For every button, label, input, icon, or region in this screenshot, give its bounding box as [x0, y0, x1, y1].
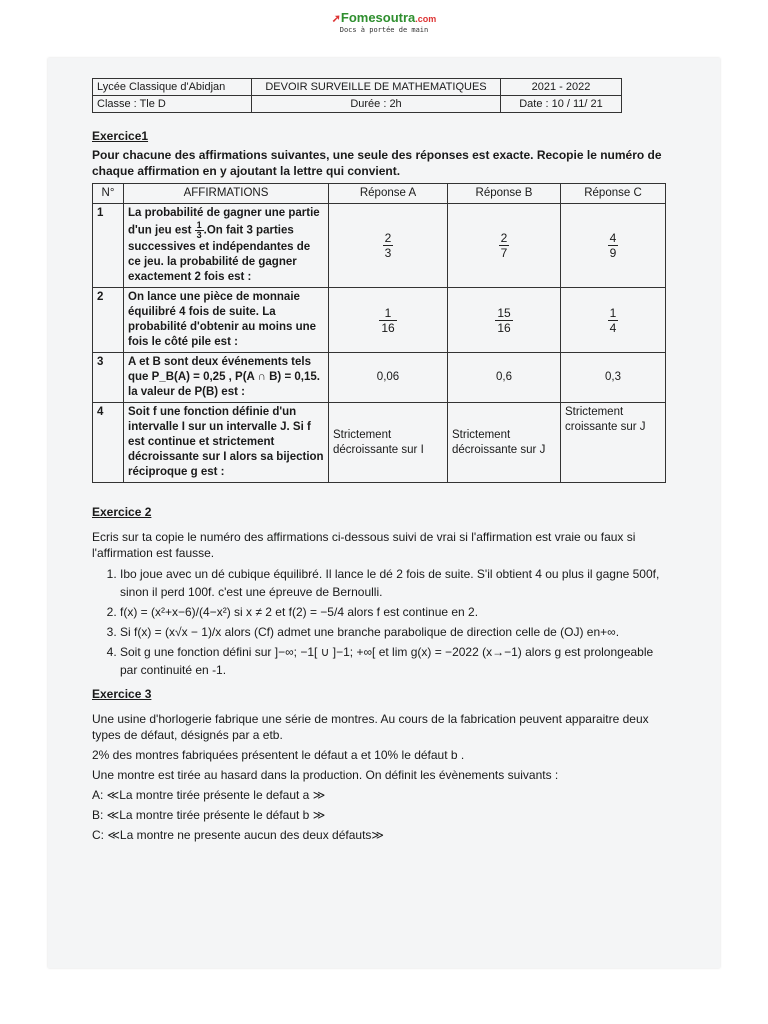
answer-c: 0,3: [561, 353, 666, 403]
exercise1-intro: Pour chacune des affirmations suivantes, une seule des réponses est exacte. Recopie le numéro de chaque affirmation en y ajoutant la lettre qui convient.: [92, 148, 662, 178]
numerator: 2: [500, 231, 508, 245]
list-item: 3. Si f(x) = (x√x − 1)/x alors (Cf) admet une branche parabolique de direction celle de (OJ) en+∞.: [120, 623, 672, 641]
numerator: 1: [609, 305, 617, 320]
answer-b: Strictement décroissante sur J: [448, 403, 561, 483]
answer-b: 0,6: [448, 353, 561, 403]
exercise1-title: Exercice1: [92, 129, 149, 143]
answer-c: [561, 288, 666, 353]
answer-a: 0,06: [329, 353, 448, 403]
table-row: [93, 403, 666, 483]
affirmation-text-part: .On fait 3 parties successives et indépendantes de ce jeu. la probabilité de gagner exactement 2 fois est :: [128, 224, 311, 283]
col-answer-c: Réponse C: [561, 184, 666, 204]
event-c: C: ≪La montre ne presente aucun des deux défauts≫: [92, 828, 384, 842]
affirmation-text: A et B sont deux événements tels que P_B(A) = 0,25 , P(A ∩ B) = 0,15. la valeur de P(B) est :: [124, 353, 329, 403]
numerator: 1: [196, 220, 202, 230]
col-affirmations: AFFIRMATIONS: [124, 184, 329, 204]
logo-tld: .com: [415, 14, 437, 24]
denominator: 16: [381, 320, 395, 335]
list-item: 2. f(x) = (x²+x−6)/(4−x²) si x ≠ 2 et f(2) = −5/4 alors f est continue en 2.: [120, 603, 672, 621]
denominator: 3: [384, 246, 392, 260]
exercise2-list: [92, 565, 672, 679]
table-row: [93, 353, 666, 403]
event-b: B: ≪La montre tirée présente le défaut b ≫: [92, 808, 326, 822]
exercise2-title: Exercice 2: [92, 505, 152, 519]
header-table: [92, 78, 622, 113]
table-row: [93, 288, 666, 353]
exercise3-p1: Une usine d'horlogerie fabrique une série de montres. Au cours de la fabrication peuvent apparaitre deux types de défaut, désignés par a etb.: [92, 712, 649, 742]
fraction: [195, 221, 204, 240]
affirmation-text: Soit f une fonction définie d'un intervalle I sur un intervalle J. Si f est continue et strictement décroissante sur I alors sa bijection réciproque g est :: [124, 403, 329, 483]
numerator: 4: [609, 231, 617, 245]
numerator: 1: [379, 306, 396, 321]
date-label: Date : 10 / 11/ 21: [501, 96, 622, 113]
denominator: 16: [497, 320, 511, 335]
col-number: N°: [93, 184, 124, 204]
school-year: 2021 - 2022: [501, 79, 622, 96]
table-header-row: [93, 184, 666, 204]
exercise2-intro: Ecris sur ta copie le numéro des affirmations ci-dessous suivi de vrai si l'affirmation est vraie ou faux si l'affirmation est fausse.: [92, 530, 636, 560]
denominator: 7: [500, 246, 508, 260]
answer-c: Strictement croissante sur J: [561, 403, 666, 483]
exercise1-table: [92, 183, 666, 483]
row-number: 1: [93, 204, 124, 288]
school-name: Lycée Classique d'Abidjan: [93, 79, 252, 96]
logo-tagline: Docs à portée de main: [339, 26, 429, 34]
answer-c: [561, 204, 666, 288]
exam-paper: [48, 58, 720, 968]
class-label: Classe : Tle D: [93, 96, 252, 113]
denominator: 9: [609, 246, 617, 260]
row-number: 4: [93, 403, 124, 483]
answer-a: [329, 204, 448, 288]
numerator: 15: [497, 305, 511, 320]
affirmation-text: On lance une pièce de monnaie équilibré 4 fois de suite. La probabilité d'obtenir au moins une fois le côté pile est :: [124, 288, 329, 353]
logo-name: Fomesoutra: [340, 10, 416, 25]
site-logo: [0, 10, 768, 34]
row-number: 3: [93, 353, 124, 403]
answer-a: [329, 288, 448, 353]
col-answer-b: Réponse B: [448, 184, 561, 204]
denominator: 4: [609, 320, 617, 335]
answer-b: [448, 204, 561, 288]
exercise3-p2: 2% des montres fabriquées présentent le défaut a et 10% le défaut b .: [92, 748, 465, 762]
affirmation-text: [124, 204, 329, 288]
denominator: 3: [196, 230, 202, 240]
affirmation-text-part: La probabilité de gagner une partie d'un jeu est: [128, 207, 320, 237]
exam-title: DEVOIR SURVEILLE DE MATHEMATIQUES: [252, 79, 501, 96]
table-row: [93, 204, 666, 288]
logo-arrow-icon: ➚: [331, 13, 341, 25]
answer-a: Strictement décroissante sur I: [329, 403, 448, 483]
exercise3-title: Exercice 3: [92, 687, 152, 701]
list-item: 1. Ibo joue avec un dé cubique équilibré. Il lance le dé 2 fois de suite. S'il obtient 4 ou plus il gagne 500f, sinon il perd 100f. c'est une épreuve de Bernoulli.: [120, 565, 672, 601]
numerator: 2: [384, 231, 392, 245]
event-a: A: ≪La montre tirée présente le defaut a ≫: [92, 788, 326, 802]
col-answer-a: Réponse A: [329, 184, 448, 204]
duration-label: Durée : 2h: [252, 96, 501, 113]
row-number: 2: [93, 288, 124, 353]
exercise3-p3: Une montre est tirée au hasard dans la production. On définit les évènements suivants :: [92, 768, 559, 782]
answer-b: [448, 288, 561, 353]
list-item: 4. Soit g une fonction défini sur ]−∞; −1[ ∪ ]−1; +∞[ et lim g(x) = −2022 (x→−1) alors g est prolongeable par continuité en -1.: [120, 643, 672, 679]
